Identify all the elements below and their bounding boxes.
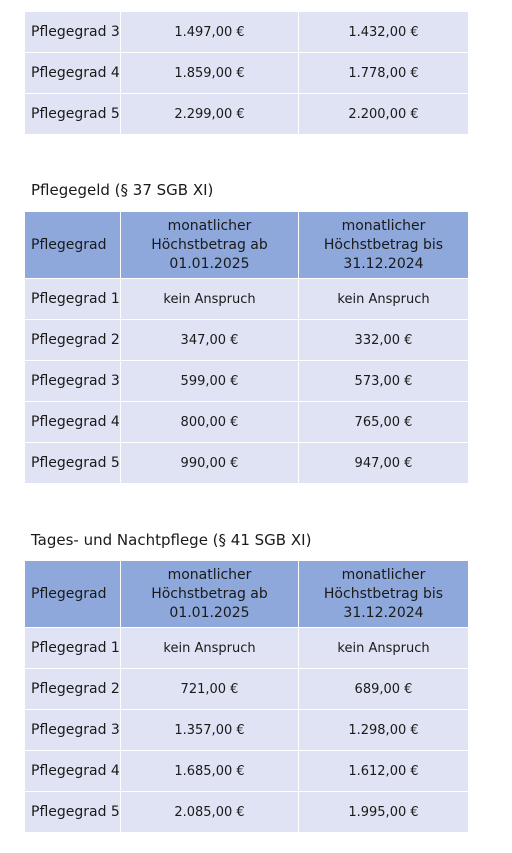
value-bis-cell: 947,00 € — [299, 443, 469, 484]
value-bis-cell: 689,00 € — [299, 669, 469, 710]
table-row — [25, 94, 469, 135]
pflegegrad-cell: Pflegegrad 3 — [25, 361, 121, 402]
value-ab-cell: kein Anspruch — [121, 279, 299, 320]
value-bis-cell: 1.612,00 € — [299, 751, 469, 792]
top-partial-table — [24, 11, 469, 135]
value-bis-cell: 765,00 € — [299, 402, 469, 443]
header-betrag-ab: monatlicher Höchstbetrag ab 01.01.2025 — [121, 561, 299, 628]
pflegegrad-cell: Pflegegrad 1 — [25, 279, 121, 320]
pflegegrad-cell: Pflegegrad 4 — [25, 751, 121, 792]
table-row — [25, 669, 469, 710]
pflegegrad-cell: Pflegegrad 5 — [25, 94, 121, 135]
value-ab-cell: kein Anspruch — [121, 628, 299, 669]
value-ab-cell: 990,00 € — [121, 443, 299, 484]
value-bis-cell: kein Anspruch — [299, 279, 469, 320]
table-row — [25, 361, 469, 402]
value-ab-cell: 347,00 € — [121, 320, 299, 361]
value-ab-cell: 1.497,00 € — [121, 12, 299, 53]
header-pflegegrad: Pflegegrad — [25, 212, 121, 279]
table-header-row — [25, 561, 469, 628]
table-row — [25, 402, 469, 443]
value-bis-cell: kein Anspruch — [299, 628, 469, 669]
section-heading-tagespflege: Tages- und Nachtpflege (§ 41 SGB XI) — [31, 531, 312, 549]
table-row — [25, 320, 469, 361]
value-bis-cell: 332,00 € — [299, 320, 469, 361]
value-ab-cell: 1.357,00 € — [121, 710, 299, 751]
tagespflege-table — [24, 560, 469, 833]
pflegegrad-cell: Pflegegrad 5 — [25, 443, 121, 484]
pflegegrad-cell: Pflegegrad 4 — [25, 53, 121, 94]
header-betrag-bis: monatlicher Höchstbetrag bis 31.12.2024 — [299, 212, 469, 279]
header-betrag-ab: monatlicher Höchstbetrag ab 01.01.2025 — [121, 212, 299, 279]
value-bis-cell: 2.200,00 € — [299, 94, 469, 135]
value-ab-cell: 1.685,00 € — [121, 751, 299, 792]
pflegegrad-cell: Pflegegrad 3 — [25, 710, 121, 751]
table-row — [25, 628, 469, 669]
value-ab-cell: 1.859,00 € — [121, 53, 299, 94]
value-bis-cell: 1.298,00 € — [299, 710, 469, 751]
table-row — [25, 53, 469, 94]
value-ab-cell: 800,00 € — [121, 402, 299, 443]
table-row — [25, 751, 469, 792]
value-ab-cell: 599,00 € — [121, 361, 299, 402]
value-bis-cell: 573,00 € — [299, 361, 469, 402]
value-ab-cell: 2.085,00 € — [121, 792, 299, 833]
section-heading-pflegegeld: Pflegegeld (§ 37 SGB XI) — [31, 181, 214, 199]
table-row — [25, 443, 469, 484]
table-row — [25, 792, 469, 833]
pflegegeld-table — [24, 211, 469, 484]
value-bis-cell: 1.432,00 € — [299, 12, 469, 53]
value-ab-cell: 721,00 € — [121, 669, 299, 710]
value-bis-cell: 1.995,00 € — [299, 792, 469, 833]
table-header-row — [25, 212, 469, 279]
header-pflegegrad: Pflegegrad — [25, 561, 121, 628]
header-betrag-bis: monatlicher Höchstbetrag bis 31.12.2024 — [299, 561, 469, 628]
pflegegrad-cell: Pflegegrad 2 — [25, 669, 121, 710]
pflegegrad-cell: Pflegegrad 5 — [25, 792, 121, 833]
pflegegrad-cell: Pflegegrad 4 — [25, 402, 121, 443]
table-row — [25, 279, 469, 320]
table-row — [25, 710, 469, 751]
pflegegrad-cell: Pflegegrad 3 — [25, 12, 121, 53]
pflegegrad-cell: Pflegegrad 2 — [25, 320, 121, 361]
pflegegrad-cell: Pflegegrad 1 — [25, 628, 121, 669]
value-ab-cell: 2.299,00 € — [121, 94, 299, 135]
value-bis-cell: 1.778,00 € — [299, 53, 469, 94]
table-row — [25, 12, 469, 53]
